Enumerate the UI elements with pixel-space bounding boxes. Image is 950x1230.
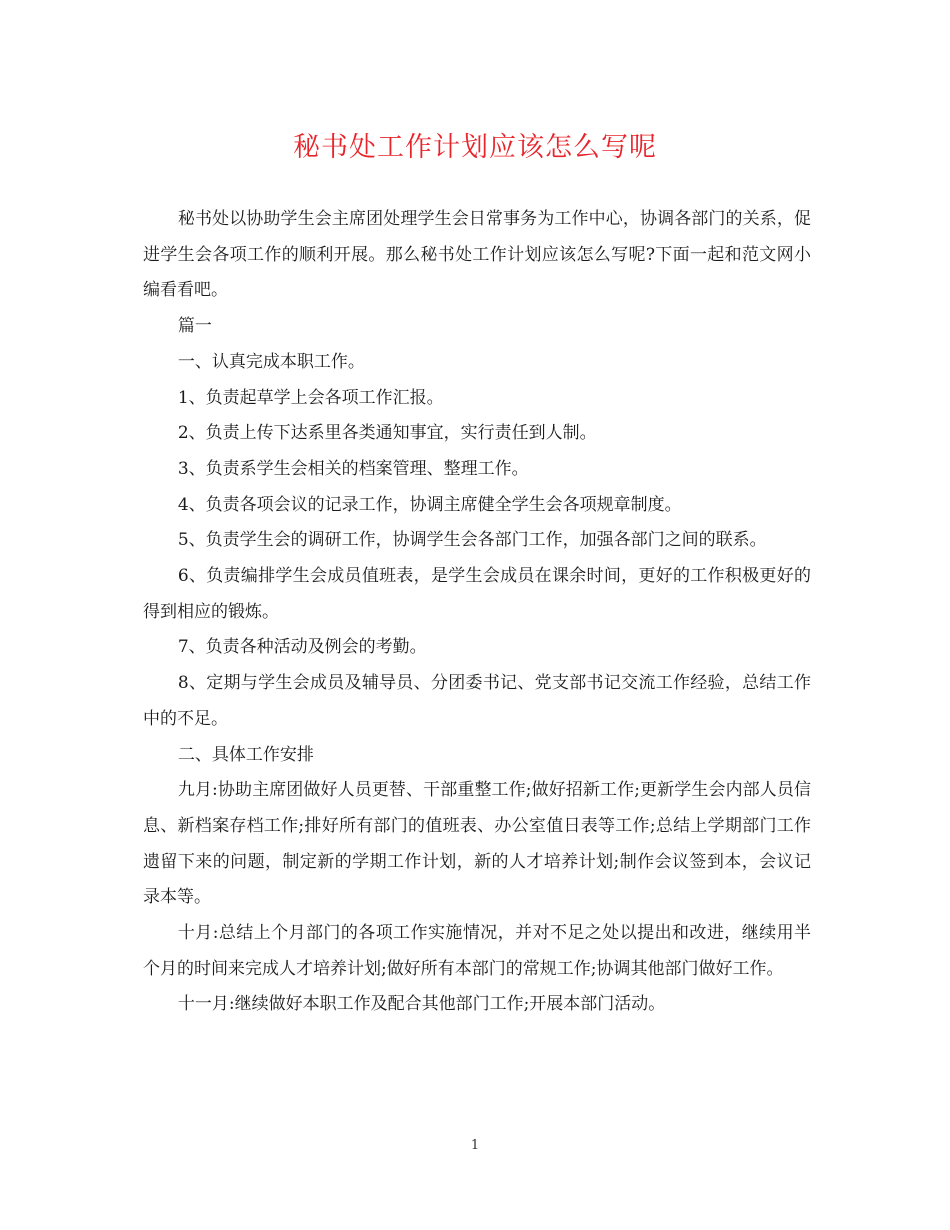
duty-item-4: 4、负责各项会议的记录工作，协调主席健全学生会各项规章制度。	[177, 494, 682, 515]
duty-item-8: 8、定期与学生会成员及辅导员、分团委书记、党支部书记交流工作经验，总结工作中的不足。	[143, 673, 811, 729]
schedule-october: 十月:总结上个月部门的各项工作实施情况，并对不足之处以提出和改进，继续用半个月的时间来完成人才培养计划;做好所有本部门的常规工作;协调其他部门做好工作。	[143, 923, 811, 979]
duty-item-2: 2、负责上传下达系里各类通知事宜，实行责任到人制。	[177, 423, 597, 444]
duty-item-6: 6、负责编排学生会成员值班表，是学生会成员在课余时间，更好的工作积极更好的得到相应的锻炼。	[143, 566, 811, 622]
section-heading-schedule: 二、具体工作安排	[177, 744, 314, 765]
schedule-november: 十一月:继续做好本职工作及配合其他部门工作;开展本部门活动。	[177, 994, 666, 1015]
document-title: 秘书处工作计划应该怎么写呢	[293, 132, 657, 163]
duty-item-5: 5、负责学生会的调研工作，协调学生会各部门工作，加强各部门之间的联系。	[177, 530, 767, 551]
duty-item-3: 3、负责系学生会相关的档案管理、整理工作。	[177, 458, 529, 479]
page-number: 1	[470, 1138, 480, 1153]
duty-item-1: 1、负责起草学上会各项工作汇报。	[177, 387, 444, 408]
schedule-september: 九月:协助主席团做好人员更替、干部重整工作;做好招新工作;更新学生会内部人员信息、新档案存档工作;排好所有部门的值班表、办公室值日表等工作;总结上学期部门工作遗留下来的问题，制定新的学期工作计划，新的人才培养计划;制作会议签到本，会议记录本等。	[143, 780, 811, 908]
section-heading-duties: 一、认真完成本职工作。	[177, 351, 365, 372]
document-body	[143, 202, 811, 1023]
duty-item-7: 7、负责各种活动及例会的考勤。	[177, 637, 427, 658]
section-heading-part-one: 篇一	[177, 316, 212, 337]
intro-paragraph: 秘书处以协助学生会主席团处理学生会日常事务为工作中心，协调各部门的关系，促进学生会各项工作的顺利开展。那么秘书处工作计划应该怎么写呢?下面一起和范文网小编看看吧。	[143, 209, 811, 301]
